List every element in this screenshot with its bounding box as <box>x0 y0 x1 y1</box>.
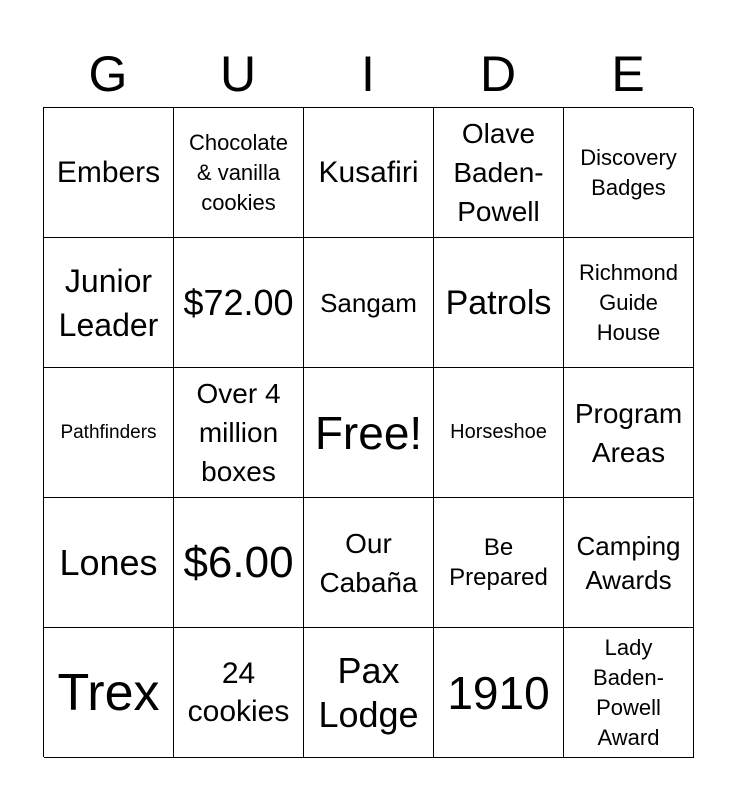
cell-label: Chocolate & vanilla cookies <box>188 129 289 215</box>
cell-label: Trex <box>57 663 160 722</box>
bingo-cell[interactable] <box>174 628 304 758</box>
bingo-cell[interactable] <box>304 498 434 628</box>
bingo-cell[interactable] <box>174 238 304 368</box>
bingo-cell[interactable] <box>174 368 304 498</box>
cell-label: Pax Lodge <box>318 649 419 735</box>
cell-label: 1910 <box>447 666 550 719</box>
bingo-cell[interactable] <box>434 238 564 368</box>
cell-label: Our Cabaña <box>319 527 418 598</box>
bingo-cell[interactable] <box>564 628 694 758</box>
bingo-header <box>43 44 693 104</box>
cell-label: Kusafiri <box>318 155 419 189</box>
bingo-cell[interactable] <box>304 628 434 758</box>
header-letter-g: G <box>88 46 128 102</box>
header-letter-u: U <box>219 46 257 102</box>
bingo-cell[interactable] <box>304 238 434 368</box>
cell-label: Over 4 million boxes <box>196 378 281 487</box>
cell-label: 24 cookies <box>187 656 290 728</box>
cell-label: Horseshoe <box>450 421 547 443</box>
cell-label: $6.00 <box>183 537 294 587</box>
cell-label: Program Areas <box>574 397 683 468</box>
cell-label: Discovery Badges <box>580 144 677 200</box>
bingo-board <box>43 107 693 757</box>
cell-label: Pathfinders <box>60 421 157 443</box>
bingo-cell[interactable] <box>174 498 304 628</box>
header-letter-d: D <box>479 46 517 102</box>
bingo-cell[interactable] <box>304 108 434 238</box>
bingo-cell[interactable] <box>564 368 694 498</box>
bingo-cell[interactable] <box>44 628 174 758</box>
bingo-cell[interactable] <box>434 108 564 238</box>
bingo-cell[interactable] <box>44 498 174 628</box>
bingo-cell[interactable] <box>434 628 564 758</box>
cell-label: Embers <box>56 155 161 189</box>
bingo-cell[interactable] <box>564 108 694 238</box>
header-letter-e: E <box>611 46 645 102</box>
cell-label: Camping Awards <box>576 530 681 595</box>
cell-label: Junior Leader <box>58 262 159 343</box>
bingo-cell[interactable] <box>564 238 694 368</box>
cell-label: Lones <box>59 541 158 583</box>
cell-label: Lady Baden- Powell Award <box>593 634 664 750</box>
bingo-cell[interactable] <box>44 368 174 498</box>
cell-label: Sangam <box>320 287 417 318</box>
free-space-cell[interactable] <box>304 368 434 498</box>
cell-label: Be Prepared <box>449 533 548 591</box>
header-letter-i: I <box>361 46 375 102</box>
bingo-cell[interactable] <box>174 108 304 238</box>
bingo-cell[interactable] <box>44 108 174 238</box>
bingo-cell[interactable] <box>434 368 564 498</box>
cell-label: Richmond Guide House <box>578 259 679 345</box>
cell-label: Patrols <box>445 283 552 322</box>
bingo-cell[interactable] <box>44 238 174 368</box>
cell-label: Olave Baden- Powell <box>453 118 544 227</box>
bingo-cell[interactable] <box>434 498 564 628</box>
bingo-cell[interactable] <box>564 498 694 628</box>
cell-label: $72.00 <box>183 281 294 323</box>
cell-label: Free! <box>314 406 423 459</box>
